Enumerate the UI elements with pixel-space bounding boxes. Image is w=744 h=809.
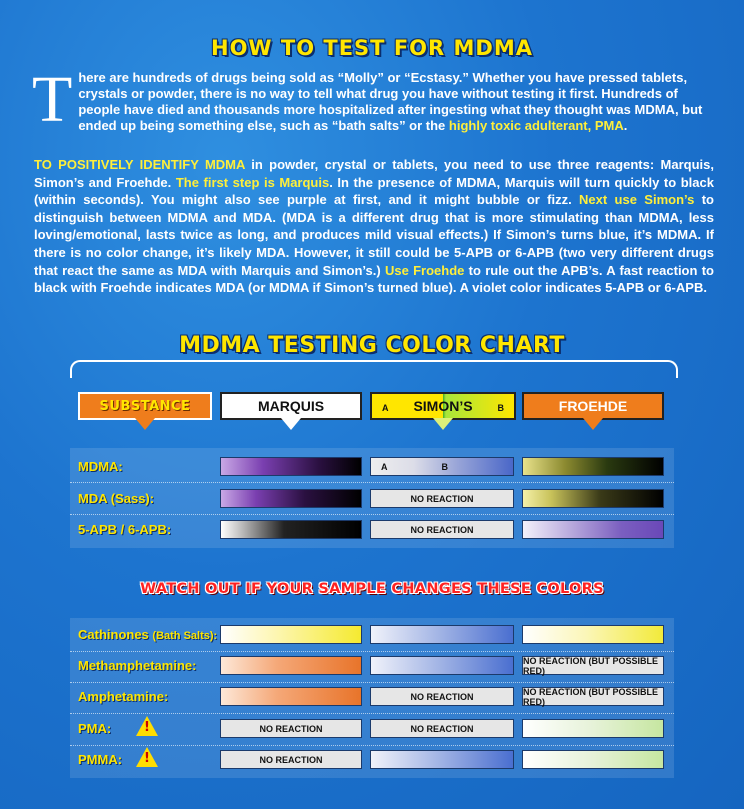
swatch-pmma-froehde	[522, 750, 664, 769]
row-label-cathinones	[78, 627, 217, 642]
swatch-pma-simons: NO REACTION	[370, 719, 514, 738]
swatch-apb-marquis	[220, 520, 362, 539]
row-label-mdma: MDMA:	[78, 459, 123, 474]
chart-title: MDMA TESTING COLOR CHART	[179, 333, 565, 358]
intro-text: here are hundreds of drugs being sold as “Molly” or “Ecstasy.” Whether you have pressed tablets, crystals or powder, there is no way to tell what drug you have without testing it first. Hundreds of people have died and thousands more hospitalized after ingesting what they thought was MDMA, but ended up being something else, such as “bath salts” or the	[78, 70, 703, 133]
instructions-text-1: in powder, crystal or tablets, you need to use three reagents: Marquis, Simon’s and Froehde.	[34, 157, 714, 190]
swatch-cathinones-marquis	[220, 625, 362, 644]
swatch-meth-marquis	[220, 656, 362, 675]
header-froehde-label: FROEHDE	[558, 398, 628, 414]
header-simons-arrow	[433, 418, 453, 430]
header-substance-label: SUBSTANCE	[99, 398, 191, 414]
row-label-mda: MDA (Sass):	[78, 491, 155, 506]
header-simons-label: SIMON’S	[413, 398, 473, 414]
instructions-highlight-3: Next use Simon’s	[579, 192, 695, 208]
row-divider	[70, 745, 674, 746]
instructions-paragraph	[34, 156, 714, 297]
swatch-mdma-froehde	[522, 457, 664, 476]
swatch-mda-marquis	[220, 489, 362, 508]
warning-triangle-icon: !	[136, 747, 158, 767]
watch-out-heading: WATCH OUT IF YOUR SAMPLE CHANGES THESE COLORS	[140, 581, 604, 597]
header-marquis-label: MARQUIS	[257, 398, 325, 414]
swatch-apb-simons: NO REACTION	[370, 520, 514, 539]
swatch-pma-froehde	[522, 719, 664, 738]
page-title: HOW TO TEST FOR MDMA	[211, 36, 533, 60]
swatch-cathinones-froehde	[522, 625, 664, 644]
row-divider	[70, 651, 674, 652]
header-froehde	[522, 392, 664, 420]
intro-highlight: highly toxic adulterant, PMA	[448, 118, 624, 133]
swatch-mdma-marquis	[220, 457, 362, 476]
warning-triangle-icon: !	[136, 716, 158, 736]
row-label-apb: 5-APB / 6-APB:	[78, 522, 172, 537]
row-label-amphetamine: Amphetamine:	[78, 689, 169, 704]
intro-end: .	[623, 118, 628, 133]
row-label-methamphetamine: Methamphetamine:	[78, 658, 197, 673]
swatch-mdma-simons-a: A	[381, 461, 388, 472]
swatch-mda-simons: NO REACTION	[370, 489, 514, 508]
swatch-cathinones-simons	[370, 625, 514, 644]
intro-paragraph	[32, 63, 714, 136]
header-froehde-arrow	[583, 418, 603, 430]
header-marquis-arrow	[281, 418, 301, 430]
swatch-mdma-simons-b: B	[441, 461, 448, 472]
row-divider	[70, 682, 674, 683]
swatch-meth-froehde: NO REACTION (BUT POSSIBLE RED)	[522, 656, 664, 675]
swatch-mda-froehde	[522, 489, 664, 508]
swatch-amph-froehde: NO REACTION (BUT POSSIBLE RED)	[522, 687, 664, 706]
header-simons-a: A	[382, 403, 389, 413]
instructions-highlight-2: The first step is Marquis	[175, 174, 330, 190]
swatch-meth-simons	[370, 656, 514, 675]
drop-cap: T	[32, 63, 73, 136]
instructions-highlight-1: TO POSITIVELY IDENTIFY MDMA	[34, 157, 245, 172]
header-substance-arrow	[135, 418, 155, 430]
instructions-text-2: . In the presence of MDMA, Marquis will turn quickly to black (within seconds). You might also see purple at first, and it might bubble or fizz.	[34, 174, 714, 208]
row-divider	[70, 514, 674, 515]
swatch-amph-marquis	[220, 687, 362, 706]
header-simons	[370, 392, 516, 420]
row-divider	[70, 482, 674, 483]
swatch-apb-froehde	[522, 520, 664, 539]
header-marquis	[220, 392, 362, 420]
header-substance	[78, 392, 212, 420]
row-label-cathinones-note: (Bath Salts):	[152, 630, 218, 642]
swatch-pma-marquis: NO REACTION	[220, 719, 362, 738]
row-label-pmma: PMMA:	[78, 752, 123, 767]
instructions-text-4: to rule out the APB’s. A fast reaction to black with Froehde indicates MDA (or MDMA if Simon’s turned blue). A violet color indicates 5-APB or 6-APB.	[34, 262, 714, 296]
row-label-cathinones-text: Cathinones	[78, 627, 149, 642]
swatch-mdma-simons	[370, 457, 514, 476]
swatch-pmma-marquis: NO REACTION	[220, 750, 362, 769]
row-label-pma: PMA:	[78, 721, 112, 736]
header-simons-b: B	[497, 403, 504, 413]
instructions-text-3: to distinguish between MDMA and MDA. (MDA is a different drug that is more stimulating than MDMA, less loving/emotional, lasts twice as long, and produces mild visual effects.) If Simon’s turns blue, it’s MDMA. If there is no color change, it’s likely MDA. However, it still could be 5-APB or 6-APB (two very different drugs that react the same as MDA with Marquis and Simon’s.)	[34, 192, 714, 278]
swatch-pmma-simons	[370, 750, 514, 769]
swatch-amph-simons: NO REACTION	[370, 687, 514, 706]
instructions-highlight-4: Use Froehde	[384, 262, 465, 278]
row-divider	[70, 713, 674, 714]
chart-bracket	[70, 360, 678, 378]
